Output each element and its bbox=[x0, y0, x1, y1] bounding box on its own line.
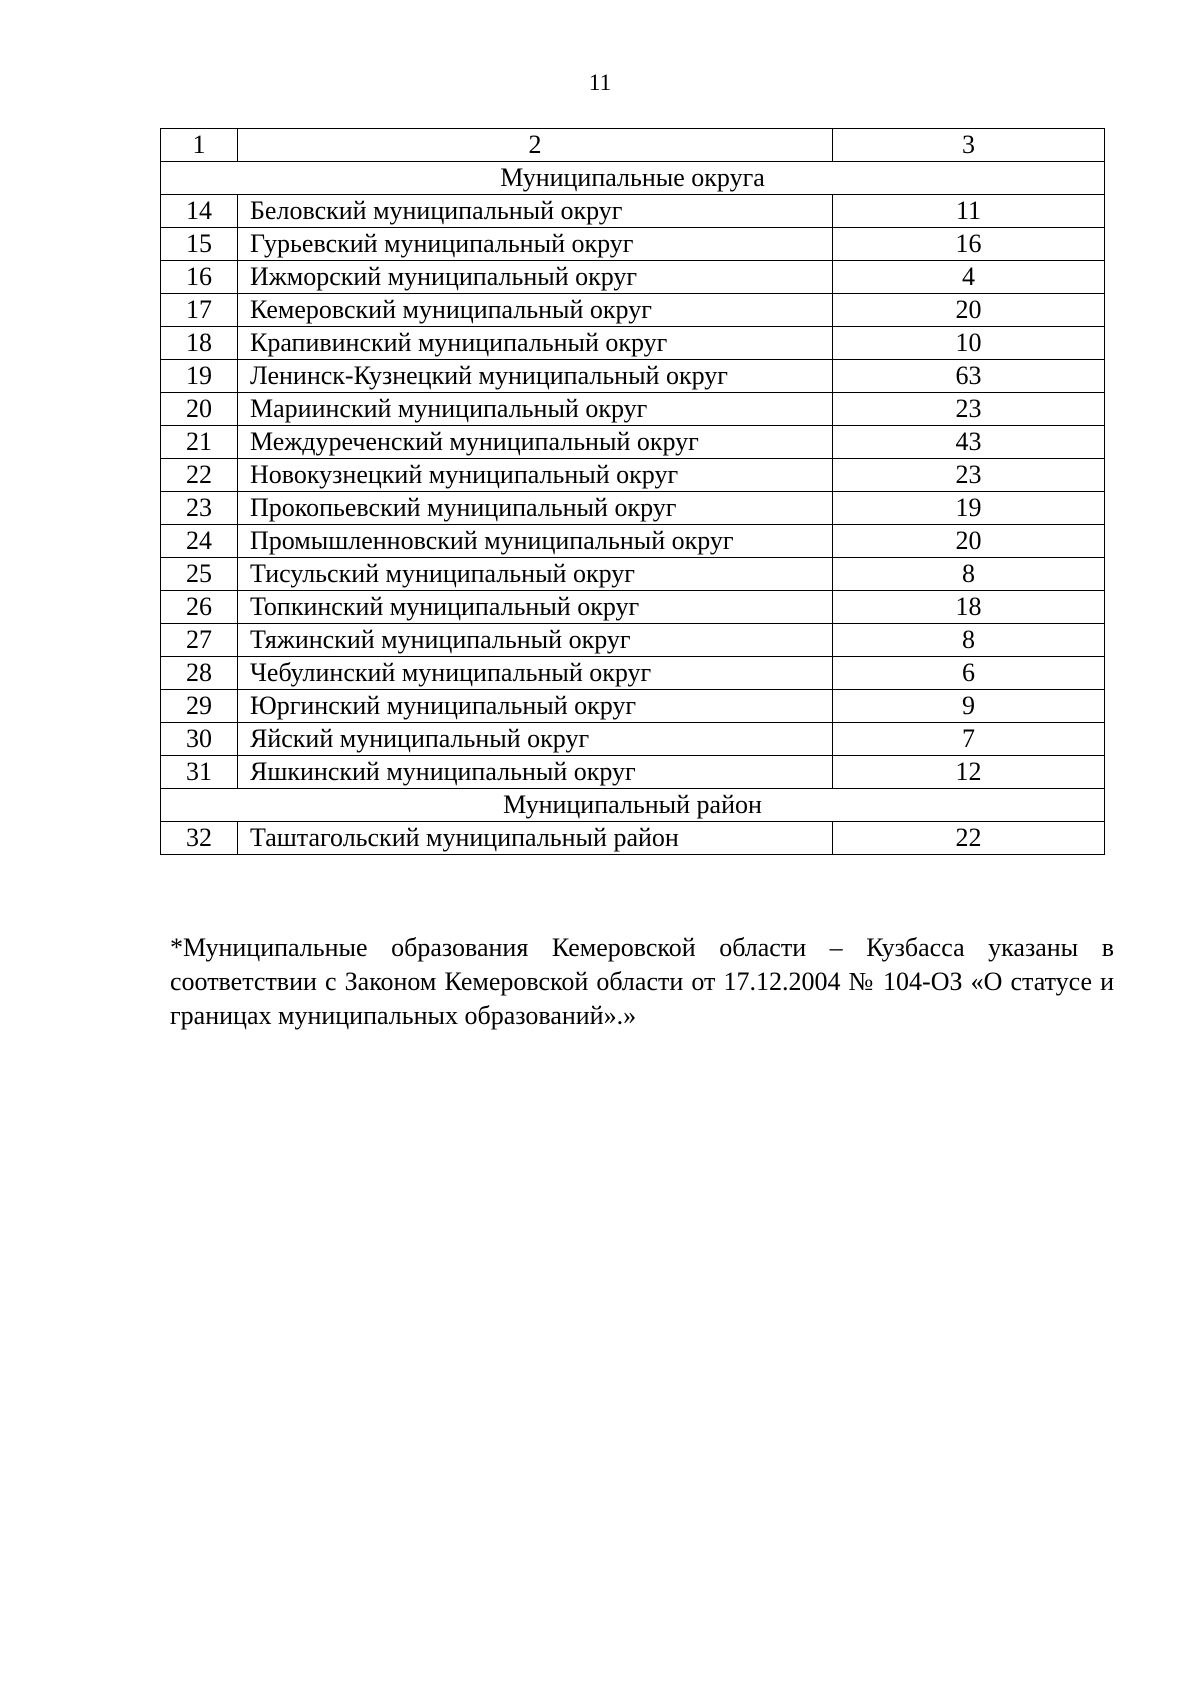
row-name-cell: Крапивинский муниципальный округ bbox=[238, 327, 833, 360]
table-row bbox=[161, 591, 1105, 624]
row-name-cell: Ленинск-Кузнецкий муниципальный округ bbox=[238, 360, 833, 393]
row-value-cell: 18 bbox=[833, 591, 1105, 624]
row-name-cell: Междуреченский муниципальный округ bbox=[238, 426, 833, 459]
row-number-cell: 22 bbox=[161, 459, 238, 492]
row-name-cell: Топкинский муниципальный округ bbox=[238, 591, 833, 624]
section-title: Муниципальный район bbox=[161, 789, 1105, 822]
table-row bbox=[161, 756, 1105, 789]
table-row bbox=[161, 525, 1105, 558]
row-value-cell: 23 bbox=[833, 393, 1105, 426]
section-title: Муниципальные округа bbox=[161, 162, 1105, 195]
table-row bbox=[161, 822, 1105, 855]
row-number-cell: 24 bbox=[161, 525, 238, 558]
table-row bbox=[161, 360, 1105, 393]
table-header-row bbox=[161, 129, 1105, 162]
row-name-cell: Беловский муниципальный округ bbox=[238, 195, 833, 228]
row-name-cell: Таштагольский муниципальный район bbox=[238, 822, 833, 855]
column-header-3: 3 bbox=[833, 129, 1105, 162]
column-header-1: 1 bbox=[161, 129, 238, 162]
table-row bbox=[161, 690, 1105, 723]
row-number-cell: 28 bbox=[161, 657, 238, 690]
row-number-cell: 19 bbox=[161, 360, 238, 393]
row-number-cell: 25 bbox=[161, 558, 238, 591]
row-value-cell: 6 bbox=[833, 657, 1105, 690]
table-row bbox=[161, 723, 1105, 756]
row-value-cell: 8 bbox=[833, 624, 1105, 657]
row-name-cell: Ижморский муниципальный округ bbox=[238, 261, 833, 294]
section-row bbox=[161, 162, 1105, 195]
row-number-cell: 32 bbox=[161, 822, 238, 855]
row-value-cell: 8 bbox=[833, 558, 1105, 591]
table-row bbox=[161, 195, 1105, 228]
row-number-cell: 17 bbox=[161, 294, 238, 327]
table-row bbox=[161, 228, 1105, 261]
row-number-cell: 27 bbox=[161, 624, 238, 657]
row-name-cell: Яйский муниципальный округ bbox=[238, 723, 833, 756]
table-row bbox=[161, 261, 1105, 294]
row-number-cell: 30 bbox=[161, 723, 238, 756]
row-number-cell: 20 bbox=[161, 393, 238, 426]
table-row bbox=[161, 393, 1105, 426]
row-value-cell: 9 bbox=[833, 690, 1105, 723]
row-name-cell: Прокопьевский муниципальный округ bbox=[238, 492, 833, 525]
row-name-cell: Гурьевский муниципальный округ bbox=[238, 228, 833, 261]
row-number-cell: 23 bbox=[161, 492, 238, 525]
row-value-cell: 4 bbox=[833, 261, 1105, 294]
row-value-cell: 16 bbox=[833, 228, 1105, 261]
row-number-cell: 18 bbox=[161, 327, 238, 360]
row-value-cell: 19 bbox=[833, 492, 1105, 525]
row-name-cell: Юргинский муниципальный округ bbox=[238, 690, 833, 723]
table-row bbox=[161, 426, 1105, 459]
table-row bbox=[161, 657, 1105, 690]
table-row bbox=[161, 459, 1105, 492]
table-row bbox=[161, 492, 1105, 525]
row-value-cell: 63 bbox=[833, 360, 1105, 393]
row-value-cell: 12 bbox=[833, 756, 1105, 789]
row-number-cell: 15 bbox=[161, 228, 238, 261]
row-number-cell: 14 bbox=[161, 195, 238, 228]
municipalities-table bbox=[160, 128, 1105, 855]
row-number-cell: 26 bbox=[161, 591, 238, 624]
row-number-cell: 21 bbox=[161, 426, 238, 459]
row-name-cell: Чебулинский муниципальный округ bbox=[238, 657, 833, 690]
row-name-cell: Тяжинский муниципальный округ bbox=[238, 624, 833, 657]
row-number-cell: 31 bbox=[161, 756, 238, 789]
section-row bbox=[161, 789, 1105, 822]
row-value-cell: 10 bbox=[833, 327, 1105, 360]
row-name-cell: Яшкинский муниципальный округ bbox=[238, 756, 833, 789]
row-value-cell: 43 bbox=[833, 426, 1105, 459]
row-number-cell: 29 bbox=[161, 690, 238, 723]
row-name-cell: Тисульский муниципальный округ bbox=[238, 558, 833, 591]
table-row bbox=[161, 558, 1105, 591]
table-row bbox=[161, 327, 1105, 360]
row-value-cell: 11 bbox=[833, 195, 1105, 228]
row-value-cell: 20 bbox=[833, 294, 1105, 327]
row-value-cell: 22 bbox=[833, 822, 1105, 855]
row-value-cell: 23 bbox=[833, 459, 1105, 492]
column-header-2: 2 bbox=[238, 129, 833, 162]
footnote: *Муниципальные образования Кемеровской области – Кузбасса указаны в соответствии с Законом Кемеровской области от 17.12.2004 № 104-ОЗ «О статусе и границах муниципальных образований».» bbox=[170, 933, 1114, 1030]
table-row bbox=[161, 624, 1105, 657]
table-row bbox=[161, 294, 1105, 327]
row-name-cell: Кемеровский муниципальный округ bbox=[238, 294, 833, 327]
row-name-cell: Промышленновский муниципальный округ bbox=[238, 525, 833, 558]
row-name-cell: Новокузнецкий муниципальный округ bbox=[238, 459, 833, 492]
page-number: 11 bbox=[588, 70, 612, 95]
row-value-cell: 7 bbox=[833, 723, 1105, 756]
row-value-cell: 20 bbox=[833, 525, 1105, 558]
row-number-cell: 16 bbox=[161, 261, 238, 294]
row-name-cell: Мариинский муниципальный округ bbox=[238, 393, 833, 426]
